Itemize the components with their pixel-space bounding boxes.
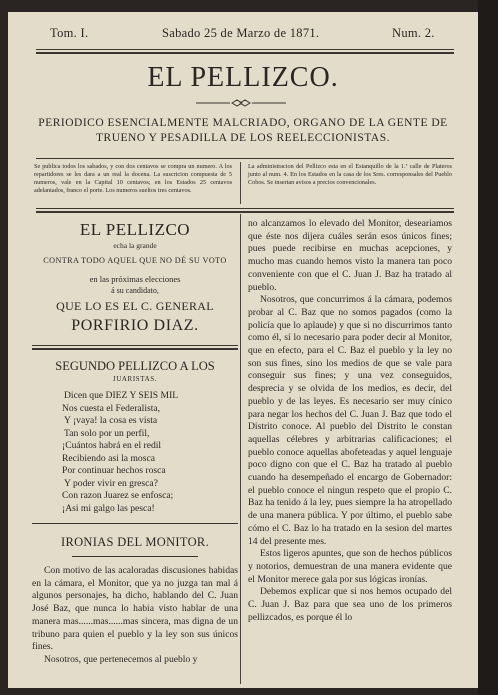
poem-line: ¡Cuántos habrá en el redil: [62, 440, 162, 451]
newspaper-page: [8, 12, 478, 688]
section-rule-double: [32, 348, 238, 350]
article-paragraph: no alcanzamos lo elevado del Monitor, deseariamos que éste nos dijera cuáles serán esos únicos fines; pues puede recibirse en muchas acepciones, y mucho mas cuando hemos visto la manera tan poco conveniente con que el C. Juan J. Baz ha tratado al pueblo.: [248, 218, 452, 293]
poem-title: SEGUNDO PELLIZCO A LOS: [55, 359, 215, 373]
newspaper-subtitle: PERIODICO ESENCIALMENTE MALCRIADO, ORGANO DE LA GENTE DE TRUENO Y PESADILLA DE LOS REELECCIONISTAS.: [38, 117, 448, 144]
administration-notice: La administracion del Pellizco esta en el Estanquillo de la 1.ª calle de Plateros junto al num. 4. En los Estados en la casa de los Sres. corresponsales del Pueblo Cobos. Se insertan avisos a precios convencionales.: [248, 163, 452, 186]
volume-number: Tom. I.: [50, 26, 89, 40]
column-divider: [240, 214, 241, 684]
poem-line: Por continuar hechos rosca: [62, 465, 166, 476]
section-rule: [32, 523, 238, 524]
poem-line: Y ¡vaya! la cosa es vista: [64, 415, 158, 426]
announcement-line: en las próximas elecciones: [89, 274, 181, 284]
poem-line: Recibiendo asi la mosca: [62, 452, 155, 464]
announcement-heading: EL PELLIZCO: [79, 220, 191, 239]
poem-line: Tan solo por un perfil,: [64, 427, 150, 439]
masthead: [8, 26, 478, 46]
binding-edge: [478, 0, 498, 695]
poem-line: Y poder vivir en gresca?: [64, 477, 158, 489]
issue-date: Sabado 25 de Marzo de 1871.: [162, 26, 320, 40]
notice-rule: [36, 208, 454, 209]
article-paragraph: Nosotros, que pertenecemos al pueblo y: [44, 653, 198, 665]
masthead-rule: [36, 49, 454, 50]
poem-line: ¡Asi mi galgo las pesca!: [62, 502, 155, 514]
candidate-name: PORFIRIO DIAZ.: [71, 317, 199, 334]
article-paragraph: Con motivo de las acaloradas discusiones habidas en la cámara, el Monitor, que ya no juzga tan mal á algunos personajes, ha dicho, hablando del C. Juan José Baz, que nunca lo habia visto hablar de una manera mas......mas......mas sincera, mas digna de un tribuno para quien el pueblo y la ley son sus únicos fines.: [32, 565, 238, 653]
poem-line: Con razon Juarez se enfosca;: [62, 490, 174, 501]
section-rule: [32, 345, 238, 346]
poem-line: Nos cuesta el Federalista,: [62, 402, 161, 414]
notice-divider: [240, 162, 241, 204]
article-title: IRONIAS DEL MONITOR.: [60, 535, 209, 549]
title-underline: [72, 556, 198, 557]
masthead-rule-double: [36, 52, 454, 54]
right-column: [248, 218, 452, 625]
article-paragraph: Estos ligeros apuntes, que son de hechos públicos y notorios, demuestran de una manera evidente que el Monitor merece gala por sus lógicas ironías.: [248, 548, 452, 585]
announcement-line: á su candidato,: [111, 286, 159, 295]
poem-body: [32, 390, 238, 515]
announcement-line: CONTRA TODO AQUEL QUE NO DÉ SU VOTO: [43, 256, 227, 265]
issue-number: Num. 2.: [392, 26, 435, 40]
newspaper-title: EL PELLIZCO.: [147, 62, 339, 93]
left-column: [32, 218, 238, 667]
poem-subtitle: JUARISTAS.: [112, 375, 158, 383]
poem-line: Dicen que DIEZ Y SEIS MIL: [64, 390, 179, 401]
subscription-notice: Se publica todos los sabados, y con dos centavos se compra un numero. A los repartidores se les dara a un real la docena. La suscricion compuesta de 5 numeros, vale en la Capital 10 centavos; en los Estados 25 centavos adelantados, franco el porte. Los numeros sueltos tres centavos.: [34, 163, 232, 194]
article-paragraph: Debemos explicar que si nos hemos ocupado del C. Juan J. Baz para que sea uno de los primeros pellizcados, es porque él lo: [248, 586, 452, 623]
article-paragraph: Nosotros, que concurrimos á la cámara, podemos probar al C. Baz que no somos pagados (como la policía que lo aplaude) y que si no discurrimos tanto como él, sí lo necesario para poder decir al Monitor, que en efecto, para el C. Baz el pueblo y la ley no son sus fines, sino los medios de que se vale para conseguir sus fines; y una vez conseguidos, desprecia y se olvida de los medios, es decir, del pueblo y de las leyes. Es necesario ser muy cínico para negar los hechos del C. Juan J. Baz que todo el Distrito conoce. Al pueblo del Distrito le constan aquellas célebres y arbitrarias calificaciones; el pueblo conoce aquellas abofeteadas y aquel lenguaje poco digno con que el C. Baz ha tratado al pueblo cuando ha desempeñado el encargo de Gobernador: el pueblo conoce el ningun respeto que el propio C. Baz ha tenido á la ley, pues siempre la ha atropellado de una manera pública. Y por último, el pueblo sabe cómo el C. Baz lo ha tratado en la sesion del martes 14 del presente mes.: [248, 294, 452, 547]
notice-rule-double: [36, 211, 454, 213]
announcement-line: QUE LO ES EL C. GENERAL: [56, 299, 214, 313]
ornament-divider: [196, 98, 286, 108]
announcement-line: echa la grande: [113, 241, 157, 250]
header-rule: [36, 158, 454, 159]
